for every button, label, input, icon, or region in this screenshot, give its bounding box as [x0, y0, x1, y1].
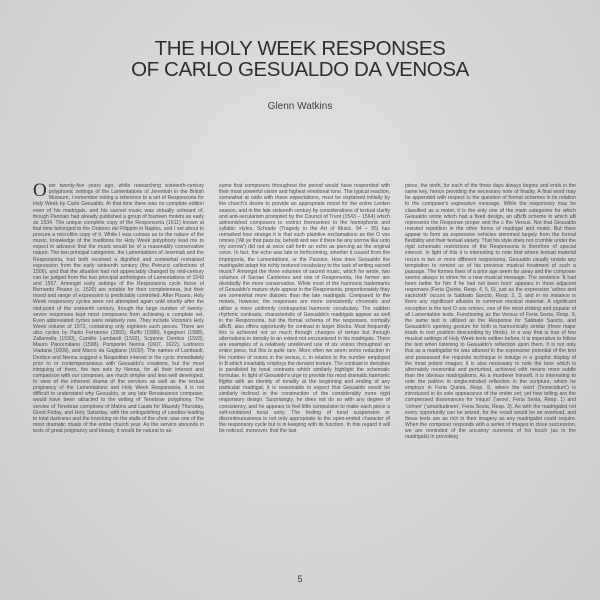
column-1-text: ver twenty-five years ago, while researching sixteenth-century polyphonic settings of the Lamentations of Jeremiah in the British Museum, I remember noting a reference to a set of Responsoria for Holy Week by Carlo Gesualdo. At that time there was no complete edition even of his madrigals, and his sacred music was virtually unheard of, though Pannain had already published a group of fourteen motets as early as 1934. The unique complete copy of the Responsoria (1611) known at that time belonged to the Oratorio dei Filippini in Naples, and I set about to procure a microfilm copy of it. While I was curious as to the nature of the music, knowledge of the traditions for Holy Week polyphony lead me to expect in advance that the music would be of a reasonably conservative nature. The two principal categories, the Lamentations of Jeremiah and the Responsoria, had both received a dignified and somewhat restrained expression from the early sixteenth century (the Petrucci collections of 1506), and that the situation had not appreciably changed by mid-century can be judged from the two principal anthologies of Lamentations of 1549 and 1557. Amongst early settings of the Responsoria cycle those of Bernardo Pisano (c. 1520) are notable for their completeness, but their mood and range of expression is predictably controlled. After Pisano, Holy Week responsory cycles were not attempted again until shortly after the mid-point of the sixteenth century, though the large number of twenty-seven responses kept most composers from achieving a complete set. Even abbreviated cycles were relatively rare. They include Victoria's Holy Week volume of 1572, containing only eighteen such pieces. There are also cycles by Paolo Ferrarese (1565), Ruffo (1586), Ingegneri (1588), Zallamella (1590), Camillo Lambardi (1592), Scipione Dentice (1593), Mauro Panormitano (1598), Pomponio Nenna (1607, 1622), Lodovico Viadana (1609), and Marco da Gagliano (1630). The names of Lambardi, Dentice and Nenna suggest a Neapolitan interest in the cycle immediately prior to or contemporaneous with Gesualdo's creations, but the most intriguing of them, the two sets by Nenna, for all their interest and comparison with our composer, are much simpler and less well developed. In view of the inherent drama of the services as well as the textual poignancy of the Lamentations and Holy Week Responsoria, it is not difficult to understand why Gesualdo, or any late Renaissance composer, would have been attracted to the writing of Tenebrae polyphony. The service of Tenebrae comprises of Matins and Lauds for Maundy Thursday, Good Friday, and Holy Saturday, with the extinguishing of candles leading to total darkness and the knocking on the stalls of the choir, was one of the most dramatic rituals of the entire church year. As the service abounds in texts of great poignancy and beauty, it would be natural to as-	[33, 183, 204, 434]
title-line-1: THE HOLY WEEK RESPONSES	[154, 37, 446, 60]
page-title	[0, 38, 600, 80]
drop-cap: O	[33, 183, 47, 201]
article-body	[33, 183, 576, 563]
title-line-2: OF CARLO GESUALDO DA VENOSA	[131, 58, 469, 81]
text-column-2	[219, 183, 390, 563]
column-2-text: sume that composers throughout the period would have responded with their most powerful vision and highest emotional tone. The typical reaction, somewhat at odds with these expectations, must be explained initially by the church's desire to provide an appropriate mood for the entire Lenten season, and in the late sixteenth century by considerations of textual clarity and anti-secularism prompted by the Council of Trent (1543 – 1564) which admonished composers to restrict themselves to the homophonic and syllabic styles. Schrade (Tragedy in the Art of Music, 94 – 95) has remarked how strange it is that such plaintive exclamations as the O vos omnes ('All ye that pass by, behold and see if there be any sorrow like unto my sorrow') did not at once call forth an echo as piercing as the original voice. In fact, the echo was late in forthcoming, whether it issued from the Improperia, the Lamentations, or the Passion. How does Gesualdo the madrigalist adapt his richly textured vocabulary to the task of writing sacred music? Amongst the three volumes of sacred music, which he wrote, two volumes of Sacrae Cantiones and one of Responsoria, the former are decidedly the more conservative. While most of the harmonic trademarks of Gesualdo's mature style appear in the Responsoria, proportionately they are somewhat more diatonic than the late madrigals. Compared to the motets, however, the responses are more consistently chromatic and utilize a more uniformly contrapuntal harmonic vocabulary. The sudden rhythmic contrasts, characteristic of Gesualdo's madrigals appear as well in the Responsoria, but the formal schema of the responses, normally aBcB, also offers opportunity for contrast in larger blocks. Most frequently this is achieved not so much through changes of tempo but through alternations in density to an extent not encountered in his madrigals. There are examples of a relatively unrelieved use of six voices throughout an entire piece, but this is quite rare. More often we seem some reduction in the number of voices in the versus, c. in relation to the number employed in B which invariably employs the densest texture. The contrast in densities is paralleled by tonal contrasts which similarly highlight the schematic formulae. In light of Gesualdo's urge to provide his most dramatic harmonic flights with an identity of tonality at the beginning and ending of any particular madrigal, it is reasonable to expect that Gesualdo would be similarly inclined in the construction of the considerably more rigid responsory design. Surprisingly, he does not do so with any degree of consistency, and he appears to feel little compulsion to make each piece a self-contained tonal unity. The feeling of tonal suspension or discontinuousness is not only appropriate to the open-ended character of the responsory cycle but is in keeping with its function. In this regard it will be noticed, moreover, that the last	[219, 183, 390, 434]
author-name: Glenn Watkins	[267, 101, 333, 112]
text-column-1	[33, 183, 204, 563]
text-column-3	[405, 183, 576, 563]
column-3-text: piece, the ninth, for each of the three days always begins and ends in the same key, hence providing the necessary note of finality. A final word may be appended with respect to the question of formal schemes in its relation to the composer's expressive message. While the responsory may be classified as a motet, it is the only one of the main categories for which Gesualdo wrote which had a fixed design, an aBcB scheme in which aB represents the Response proper and the c the Versus. Not that Gesualdo resisted repetition in the other forms of madrigal and motet. But there appear to form as expressive vehicles stemmed largely from the formal flexibility and their textual variety. That his style does not crumble under the rigid schematic restrictions of the Responsoria is therefore of special interest. In light of this it is interesting to note that where textual material recurs in two or more different responsoria, Gesualdo usually resists any temptation to remind us of his previous musical treatment of such a passage. The formes fixes of a prior age seem far away and the composer seems always to strive for a new musical message. The sentence 'It had been better for him if he had not been born' appears in three adjacent responses (Feria Quinta, Resp. 4, 5, 6), just as the expression 'ashes and sackcloth' occurs in Sabbato Sancto, Resp. 2, 3, and in no instance is there any significant allusion to common musical material. A significant exception is the text O vos omnes, one of the most striking and popular of all Lamentation texts. Functioning as the Versus of Feria Sexta, Resp. 9, the same text is utilized as the Response for Sabbato Sancto, and Gesualdo's opening gesture for both is harmonically similar (three major triads in root position descending by thirds). In a way that is true of few musical settings of Holy Week texts written before, it is imperative to follow the text when listening to Gesualdo's reflection upon them. It is not only that as a madrigalist he was attuned to the expressive potential of the text and possessed the requisite technique to indulge in a graphic display of the most potent images; it is also necessary to note the tone which is alternately reverential and perturbed, achieved with means more subtle than the obvious madrigalisms. As a murderer himself, it is interesting to note the pathos in single-minded reflection in the scripture, which he employs in Feria Quinta, Resp. 8, where the word ('homicidium') is introduced in its sole appearance of the entire set; yet how telling are the compressed dissonances for 'iniquo' ('avow', Feria Sexta, Resp. 1) and 'crimen' ('amaritudinem', Feria Sexta, Resp. 3). As with the madrigalist not every opportunity can be seized, for the result would be an overload, and these texts are as rich in their imagery as any madrigalist could require. When the composer responds with a series of images in close succession, we are reminded of the uncanny sureness of his touch (as in the madrigals) in provoking	[405, 183, 576, 441]
page-number: 5	[297, 574, 303, 584]
column-1-paragraph	[33, 183, 204, 434]
